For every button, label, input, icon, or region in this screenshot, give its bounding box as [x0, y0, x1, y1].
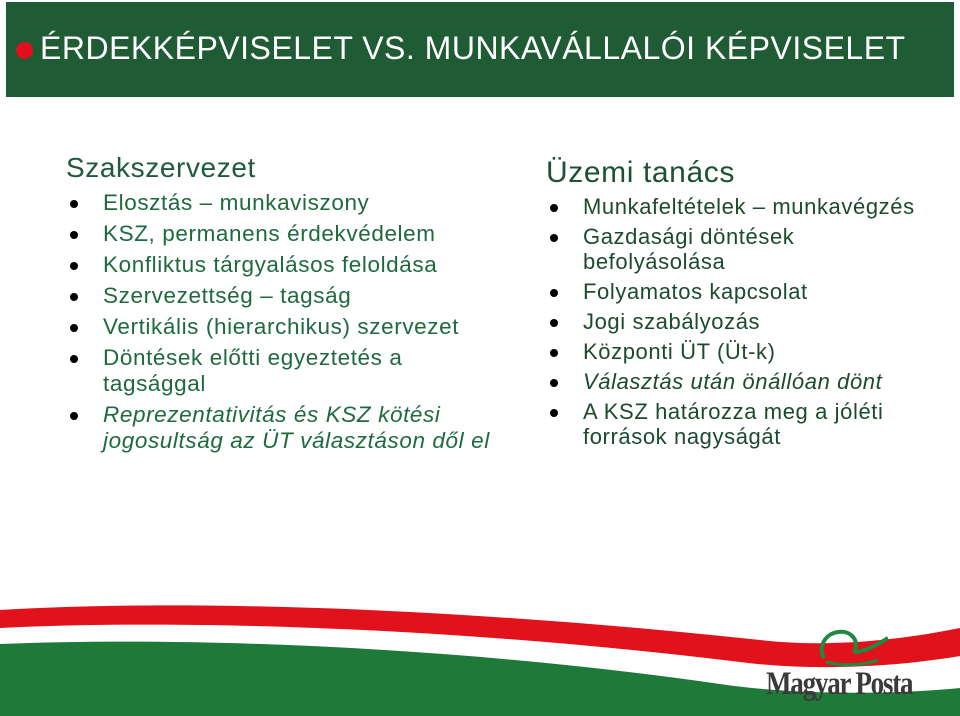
logo-text: Magyar Posta: [766, 666, 913, 702]
right-heading: Üzemi tanács: [546, 156, 735, 189]
slide-title: ÉRDEKKÉPVISELET VS. MUNKAVÁLLALÓI KÉPVISELET: [40, 30, 906, 66]
right-item-4: Központi ÜT (Üt-k): [546, 339, 936, 364]
posthorn-icon: [762, 622, 912, 670]
left-item-3: Szervezettség – tagság: [66, 283, 506, 309]
right-column: [546, 156, 936, 454]
right-item-5: Választás után önállóan dönt: [546, 369, 936, 394]
left-item-5: Döntések előtti egyeztetés a tagsággal: [66, 345, 506, 397]
left-list: [66, 190, 506, 454]
right-item-0: Munkafeltételek – munkavégzés: [546, 194, 936, 219]
right-list: [546, 194, 936, 449]
left-item-6: Reprezentativitás és KSZ kötési jogosultság az ÜT választáson dől el: [66, 402, 506, 454]
magyar-posta-logo: [762, 622, 912, 712]
right-item-2: Folyamatos kapcsolat: [546, 279, 936, 304]
right-item-6: A KSZ határozza meg a jóléti források nagyságát: [546, 399, 936, 449]
left-column: [66, 152, 506, 459]
title-bar: [6, 2, 954, 97]
left-item-4: Vertikális (hierarchikus) szervezet: [66, 314, 506, 340]
left-heading: Szakszervezet: [66, 152, 256, 183]
left-item-0: Elosztás – munkaviszony: [66, 190, 506, 216]
right-item-1: Gazdasági döntések befolyásolása: [546, 224, 936, 274]
left-item-1: KSZ, permanens érdekvédelem: [66, 221, 506, 247]
right-item-3: Jogi szabályozás: [546, 309, 936, 334]
left-item-2: Konfliktus tárgyalásos feloldása: [66, 252, 506, 278]
title-bullet-icon: [16, 42, 33, 59]
